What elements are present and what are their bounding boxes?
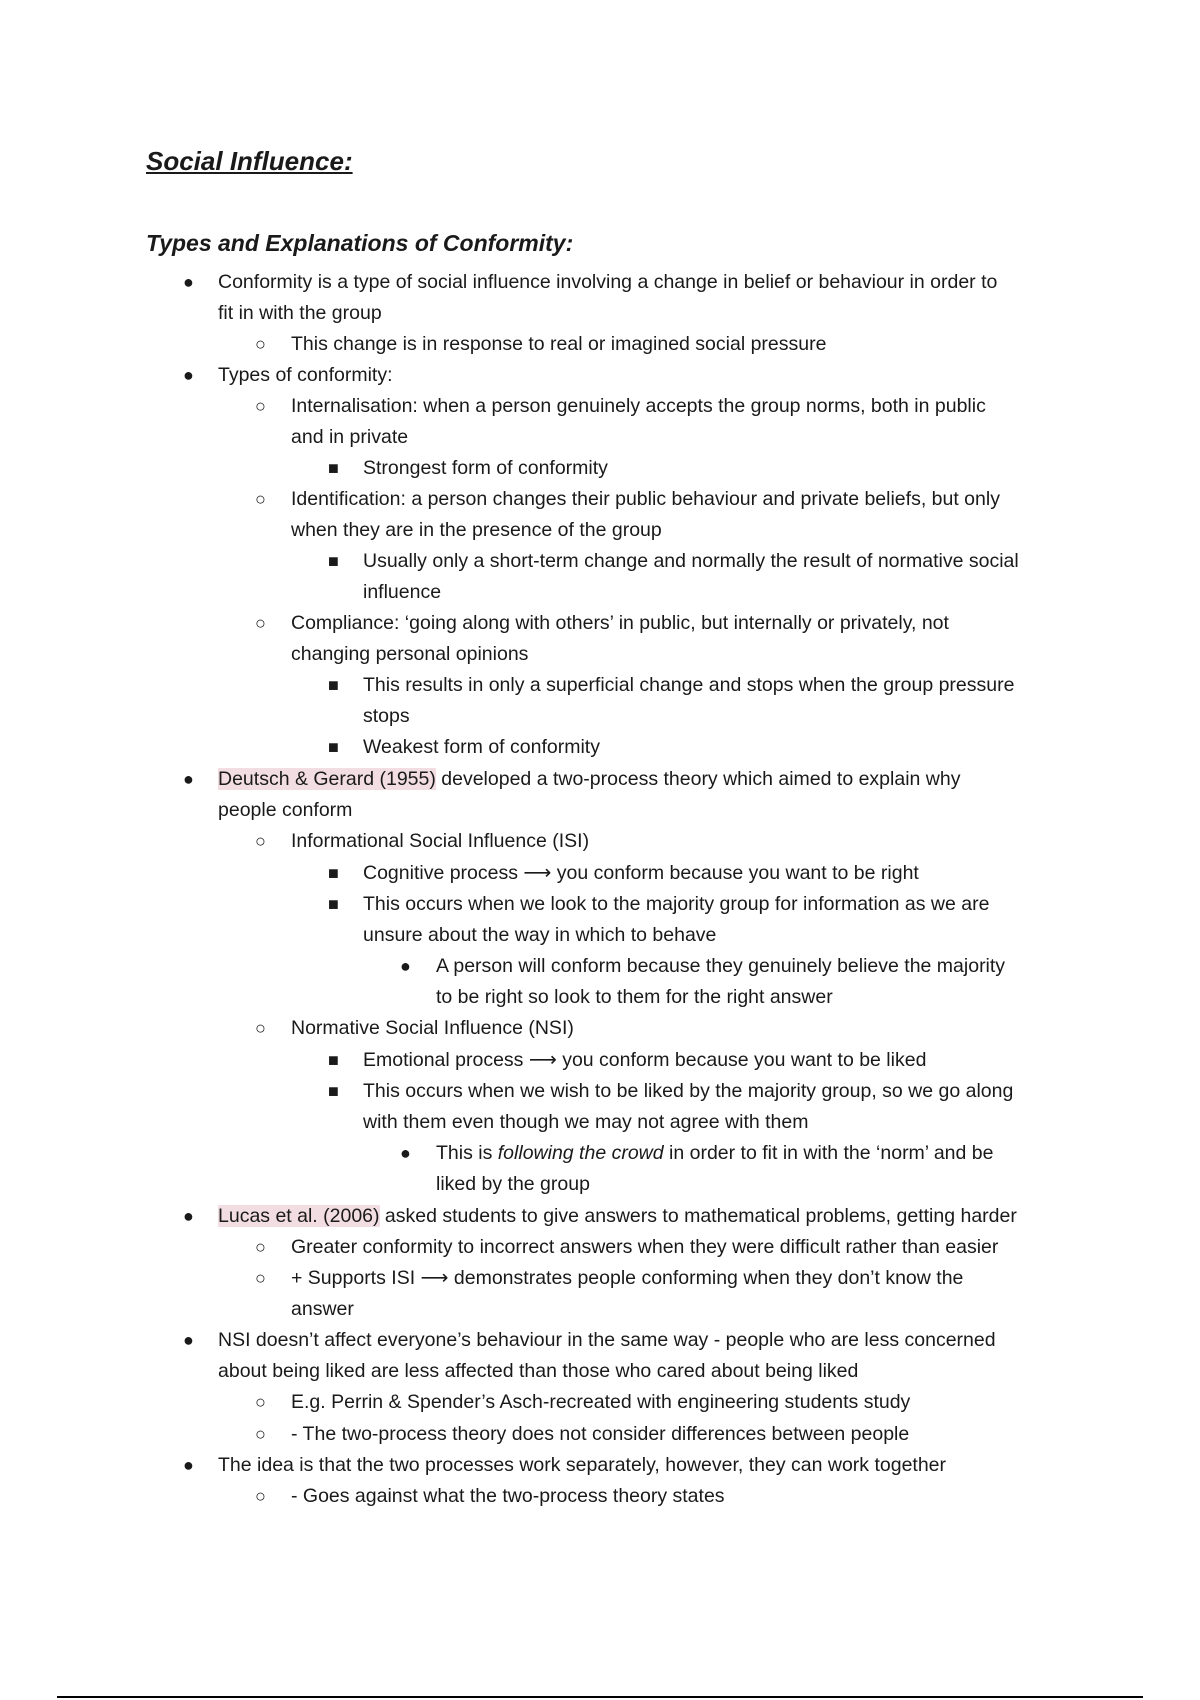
list-item-continuation: to be right so look to them for the right answer bbox=[436, 986, 833, 1008]
bullet-disc-icon: ● bbox=[400, 1143, 411, 1163]
list-item-continuation: influence bbox=[363, 581, 442, 603]
bullet-circle-icon: ○ bbox=[255, 1486, 266, 1506]
list-item-continuation: changing personal opinions bbox=[291, 643, 529, 665]
list-item: Cognitive process ⟶ you conform because you want to be right bbox=[363, 862, 919, 884]
bullet-circle-icon: ○ bbox=[255, 831, 266, 851]
list-item-continuation: liked by the group bbox=[436, 1173, 590, 1195]
bullet-circle-icon: ○ bbox=[255, 1268, 266, 1288]
list-item: Compliance: ‘going along with others’ in public, but internally or privately, not bbox=[291, 612, 949, 634]
bullet-square-icon: ■ bbox=[328, 458, 339, 478]
bullet-circle-icon: ○ bbox=[255, 1018, 266, 1038]
bullet-square-icon: ■ bbox=[328, 863, 339, 883]
bullet-circle-icon: ○ bbox=[255, 1424, 266, 1444]
section-heading: Types and Explanations of Conformity: bbox=[146, 230, 574, 256]
bullet-disc-icon: ● bbox=[183, 769, 194, 789]
list-item: E.g. Perrin & Spender’s Asch-recreated with engineering students study bbox=[291, 1391, 911, 1413]
list-item: This occurs when we wish to be liked by the majority group, so we go along bbox=[363, 1080, 1014, 1102]
bullet-square-icon: ■ bbox=[328, 1081, 339, 1101]
bullet-circle-icon: ○ bbox=[255, 613, 266, 633]
bullet-circle-icon: ○ bbox=[255, 334, 266, 354]
list-item: - Goes against what the two-process theory states bbox=[291, 1485, 725, 1507]
bullet-circle-icon: ○ bbox=[255, 1237, 266, 1257]
list-item-continuation: unsure about the way in which to behave bbox=[363, 924, 717, 946]
bullet-circle-icon: ○ bbox=[255, 1392, 266, 1412]
bullet-disc-icon: ● bbox=[183, 1330, 194, 1350]
list-item-continuation: fit in with the group bbox=[218, 302, 382, 324]
list-item: Strongest form of conformity bbox=[363, 457, 608, 479]
list-item: Usually only a short-term change and normally the result of normative social bbox=[363, 550, 1019, 572]
list-item bbox=[218, 1200, 1017, 1232]
list-item: The idea is that the two processes work separately, however, they can work together bbox=[218, 1454, 947, 1476]
list-item: Weakest form of conformity bbox=[363, 736, 600, 758]
bullet-square-icon: ■ bbox=[328, 1050, 339, 1070]
bullet-square-icon: ■ bbox=[328, 737, 339, 757]
list-item bbox=[436, 1137, 993, 1169]
list-item-continuation: and in private bbox=[291, 426, 409, 448]
bullet-circle-icon: ○ bbox=[255, 489, 266, 509]
list-item-continuation: answer bbox=[291, 1298, 354, 1320]
list-item: Internalisation: when a person genuinely accepts the group norms, both in public bbox=[291, 395, 986, 417]
list-item: - The two-process theory does not consider differences between people bbox=[291, 1423, 910, 1445]
list-item-text: asked students to give answers to mathematical problems, getting harder bbox=[379, 1205, 1017, 1227]
list-item bbox=[218, 763, 960, 795]
list-item: This change is in response to real or imagined social pressure bbox=[291, 333, 827, 355]
bullet-circle-icon: ○ bbox=[255, 396, 266, 416]
list-item-text: This is bbox=[436, 1142, 498, 1164]
list-item: Identification: a person changes their public behaviour and private beliefs, but only bbox=[291, 488, 1000, 510]
highlighted-citation: Deutsch & Gerard (1955) bbox=[218, 768, 436, 790]
bullet-disc-icon: ● bbox=[400, 956, 411, 976]
list-item-continuation: stops bbox=[363, 705, 410, 727]
list-item: Conformity is a type of social influence involving a change in belief or behaviour in order to bbox=[218, 271, 998, 293]
list-item-continuation: when they are in the presence of the group bbox=[291, 519, 662, 541]
list-item: Greater conformity to incorrect answers when they were difficult rather than easier bbox=[291, 1236, 999, 1258]
bullet-disc-icon: ● bbox=[183, 365, 194, 385]
list-item-text: in order to fit in with the ‘norm’ and be bbox=[663, 1142, 994, 1164]
bullet-square-icon: ■ bbox=[328, 551, 339, 571]
bullet-square-icon: ■ bbox=[328, 894, 339, 914]
list-item: Types of conformity: bbox=[218, 364, 393, 386]
list-item-continuation: about being liked are less affected than those who cared about being liked bbox=[218, 1360, 859, 1382]
list-item: Emotional process ⟶ you conform because you want to be liked bbox=[363, 1049, 927, 1071]
list-item: Informational Social Influence (ISI) bbox=[291, 830, 590, 852]
bullet-square-icon: ■ bbox=[328, 675, 339, 695]
emphasis-text: following the crowd bbox=[497, 1142, 664, 1164]
list-item: NSI doesn’t affect everyone’s behaviour in the same way - people who are less concerned bbox=[218, 1329, 996, 1351]
list-item-continuation: people conform bbox=[218, 799, 353, 821]
bullet-disc-icon: ● bbox=[183, 1206, 194, 1226]
list-item: This results in only a superficial change and stops when the group pressure bbox=[363, 674, 1015, 696]
list-item: A person will conform because they genuinely believe the majority bbox=[436, 955, 1006, 977]
list-item: This occurs when we look to the majority group for information as we are bbox=[363, 893, 990, 915]
page-title: Social Influence: bbox=[146, 146, 353, 176]
list-item: Normative Social Influence (NSI) bbox=[291, 1017, 574, 1039]
list-item-continuation: with them even though we may not agree with them bbox=[363, 1111, 809, 1133]
list-item-text: developed a two-process theory which aimed to explain why bbox=[435, 768, 961, 790]
footer-divider bbox=[57, 1696, 1143, 1698]
bullet-disc-icon: ● bbox=[183, 272, 194, 292]
bullet-disc-icon: ● bbox=[183, 1455, 194, 1475]
list-item: + Supports ISI ⟶ demonstrates people conforming when they don’t know the bbox=[291, 1267, 964, 1289]
highlighted-citation: Lucas et al. (2006) bbox=[218, 1205, 380, 1227]
